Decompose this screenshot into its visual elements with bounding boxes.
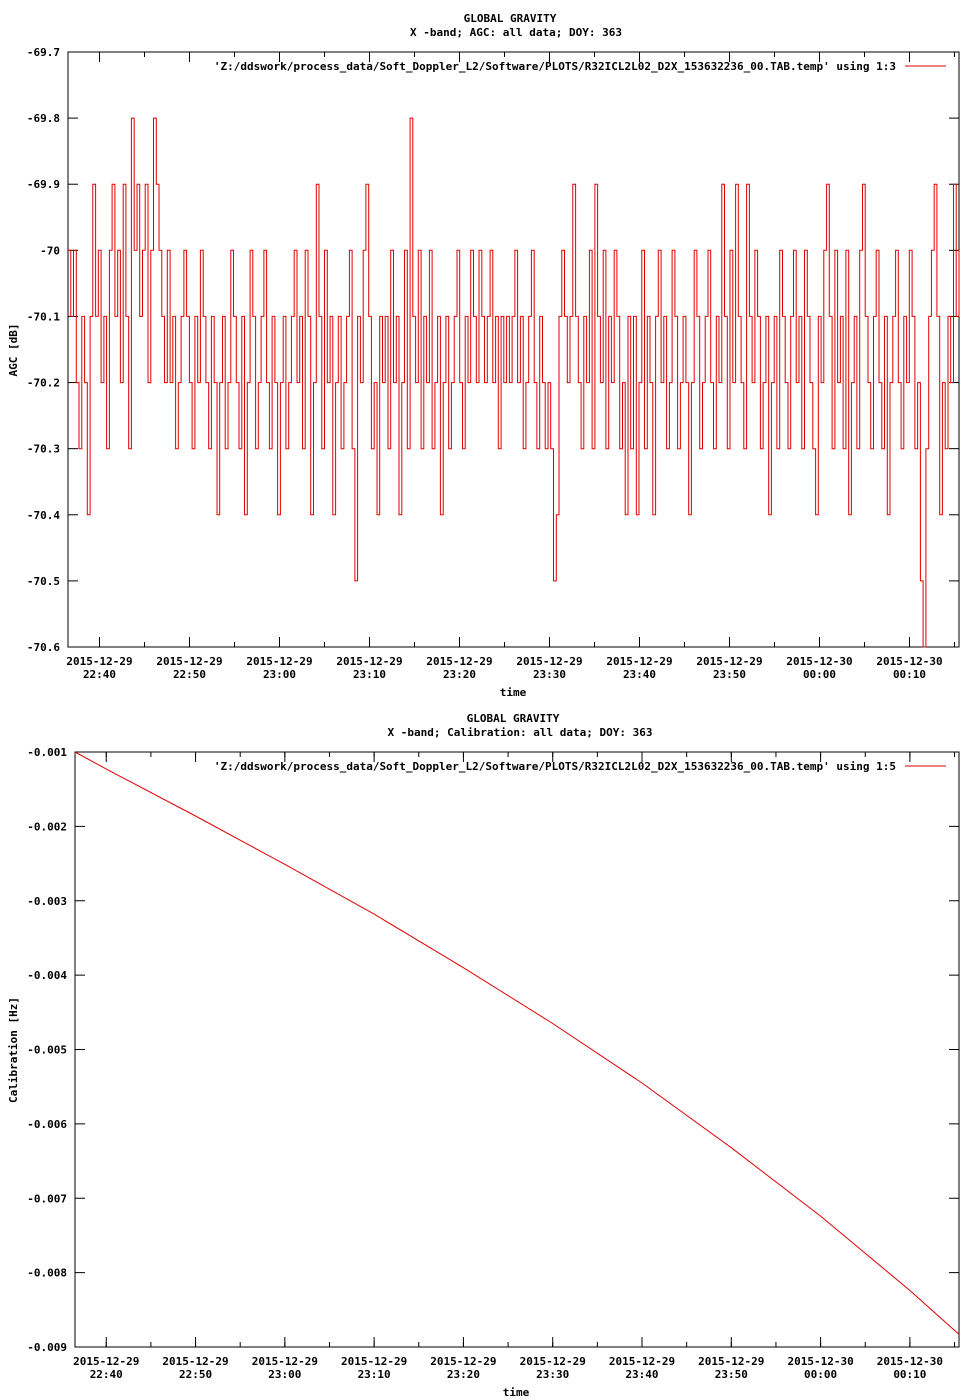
legend-label: 'Z:/ddswork/process_data/Soft_Doppler_L2/Software/PLOTS/R32ICL2L02_D2X_153632236_00.TAB.temp' using 1:5 xyxy=(213,760,896,773)
y-axis-ticks xyxy=(27,746,959,1354)
x-tick-label-date: 2015-12-30 xyxy=(876,655,943,668)
x-tick-label-time: 00:10 xyxy=(892,668,927,681)
chart-title: GLOBAL GRAVITY xyxy=(463,12,557,25)
x-tick-label-date: 2015-12-29 xyxy=(516,655,583,668)
y-tick-label: -0.003 xyxy=(27,894,67,908)
y-tick-label: -70.3 xyxy=(26,442,60,456)
x-tick-label-date: 2015-12-29 xyxy=(162,1355,229,1368)
x-tick-label-time: 23:20 xyxy=(446,1368,480,1381)
x-tick-label-date: 2015-12-29 xyxy=(251,1355,318,1368)
y-tick-label: -70.2 xyxy=(26,376,60,390)
y-tick-label: -70.1 xyxy=(26,310,60,324)
legend xyxy=(214,760,946,773)
chart-subtitle: X -band; AGC: all data; DOY: 363 xyxy=(410,26,622,39)
x-tick-label-time: 23:40 xyxy=(622,668,657,681)
x-tick-label-date: 2015-12-29 xyxy=(519,1355,586,1368)
x-tick-label-time: 23:10 xyxy=(352,668,387,681)
x-tick-label-date: 2015-12-29 xyxy=(430,1355,497,1368)
y-tick-label: -0.006 xyxy=(27,1117,67,1131)
x-tick-label-date: 2015-12-29 xyxy=(73,1355,140,1368)
x-tick-label-time: 23:20 xyxy=(442,668,477,681)
y-tick-label: -0.008 xyxy=(27,1266,67,1280)
chart-subtitle: X -band; Calibration: all data; DOY: 363 xyxy=(387,726,653,739)
plot-frame xyxy=(68,52,959,647)
y-tick-label: -70 xyxy=(40,244,60,258)
y-tick-label: -0.005 xyxy=(27,1043,67,1057)
calibration-chart xyxy=(7,712,959,1399)
x-tick-label-time: 23:30 xyxy=(536,1368,570,1381)
x-tick-label-date: 2015-12-29 xyxy=(426,655,493,668)
x-tick-label-date: 2015-12-29 xyxy=(336,655,403,668)
x-tick-label-time: 22:50 xyxy=(172,668,207,681)
x-tick-label-time: 00:00 xyxy=(804,1368,838,1381)
y-axis-label: Calibration [Hz] xyxy=(7,997,20,1103)
x-tick-label-date: 2015-12-29 xyxy=(698,1355,765,1368)
x-tick-label-date: 2015-12-29 xyxy=(341,1355,408,1368)
x-axis-label: time xyxy=(502,1386,530,1399)
y-tick-label: -0.007 xyxy=(27,1192,67,1206)
x-tick-label-time: 00:10 xyxy=(893,1368,927,1381)
legend xyxy=(214,60,946,73)
x-tick-label-time: 23:50 xyxy=(714,1368,748,1381)
chart-title: GLOBAL GRAVITY xyxy=(466,712,560,725)
x-tick-label-date: 2015-12-29 xyxy=(608,1355,676,1368)
x-tick-label-date: 2015-12-29 xyxy=(156,655,223,668)
agc-chart xyxy=(7,12,959,699)
x-tick-label-time: 23:30 xyxy=(532,668,567,681)
y-tick-label: -70.6 xyxy=(26,641,60,654)
x-tick-label-time: 00:00 xyxy=(802,668,837,681)
calibration-series-line xyxy=(75,752,959,1334)
x-tick-label-time: 23:00 xyxy=(262,668,297,681)
y-tick-label: -70.5 xyxy=(26,574,60,588)
x-tick-label-date: 2015-12-30 xyxy=(786,655,853,668)
x-tick-label-time: 22:40 xyxy=(82,668,117,681)
plot-frame xyxy=(75,752,959,1347)
agc-series-line xyxy=(68,118,959,647)
x-tick-label-date: 2015-12-29 xyxy=(246,655,313,668)
x-axis-ticks xyxy=(73,752,954,1381)
y-tick-label: -69.8 xyxy=(26,112,60,126)
x-tick-label-time: 22:50 xyxy=(178,1368,213,1381)
y-tick-label: -69.9 xyxy=(26,178,60,192)
y-tick-label: -0.002 xyxy=(27,820,67,834)
x-tick-label-date: 2015-12-29 xyxy=(606,655,673,668)
x-tick-label-date: 2015-12-29 xyxy=(696,655,763,668)
legend-label: 'Z:/ddswork/process_data/Soft_Doppler_L2/Software/PLOTS/R32ICL2L02_D2X_153632236_00.TAB.temp' using 1:3 xyxy=(213,60,896,73)
y-tick-label: -70.4 xyxy=(26,508,60,522)
x-tick-label-date: 2015-12-30 xyxy=(876,1355,944,1368)
y-axis-label: AGC [dB] xyxy=(7,323,20,377)
x-tick-label-time: 23:50 xyxy=(712,668,747,681)
y-tick-label: -0.009 xyxy=(27,1341,67,1354)
x-tick-label-date: 2015-12-30 xyxy=(787,1355,854,1368)
x-tick-label-time: 23:00 xyxy=(268,1368,302,1381)
y-tick-label: -69.7 xyxy=(26,46,60,59)
y-tick-label: -0.004 xyxy=(27,969,67,983)
x-axis-label: time xyxy=(499,686,527,699)
x-tick-label-date: 2015-12-29 xyxy=(66,655,133,668)
y-tick-label: -0.001 xyxy=(27,746,67,759)
x-tick-label-time: 22:40 xyxy=(89,1368,123,1381)
x-tick-label-time: 23:40 xyxy=(625,1368,659,1381)
x-tick-label-time: 23:10 xyxy=(357,1368,391,1381)
